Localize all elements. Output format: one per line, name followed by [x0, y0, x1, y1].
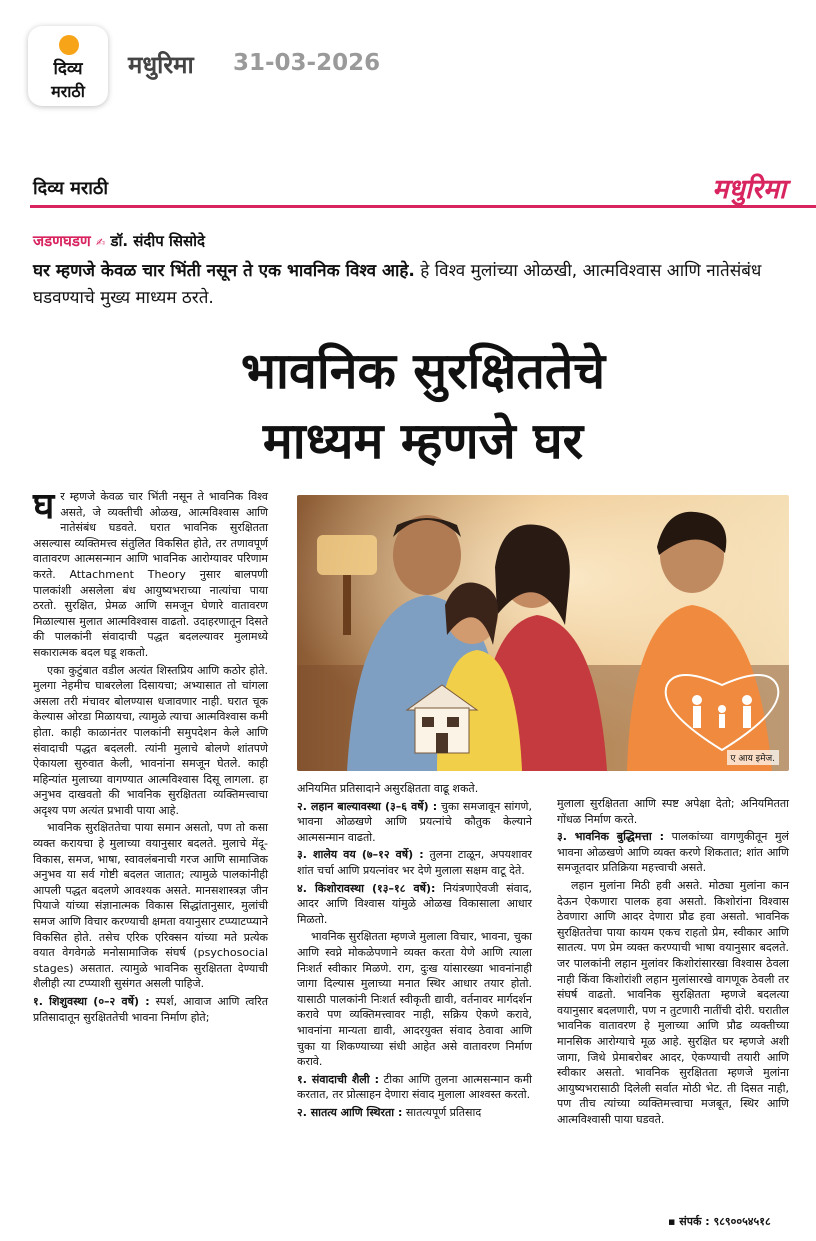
publication-name[interactable]: मधुरिमा	[128, 51, 194, 79]
sun-icon	[59, 35, 79, 55]
intro-rest: हे विश्व मुलांच्या ओळखी, आत्मविश्वास आणि नातेसंबंध घडवण्याचे मुख्य माध्यम ठरते.	[33, 261, 762, 308]
paragraph: एका कुटुंबात वडील अत्यंत शिस्तप्रिय आणि कठोर होते. मुलगा नेहमीच घाबरलेला दिसायचा; अभ्यासात तो चांगला असला तरी मंचावर बोलण्यास धजावणार नाही. घरात चूक केल्यास ओरडा मिळायचा, त्यामुळे त्याचा आत्मविश्वास कमी होता. काही काळानंतर पालकांनी समुपदेशन केले आणि संवादाची पद्धत बदलली. त्यांनी मुलाचे बोलणे शांतपणे ऐकायला सुरुवात केली, भावनांना समजून घेतले. काही महिन्यांत मुलाच्या वागण्यात आत्मविश्वास दिसू लागला. हा अनुभव दाखवतो की भावनिक सुरक्षितता व्यक्तिमत्त्वाचा अदृश्य पण अत्यंत प्रभावी पाया आहे.	[33, 663, 268, 817]
paragraph: लहान मुलांना मिठी हवी असते. मोठ्या मुलांना कान देऊन ऐकणारा पालक हवा असतो. किशोरांना विश्वास ठेवणारा आणि आदर देणारा प्रौढ हवा असतो. भावनिक सुरक्षिततेचा पाया कायम एकच राहतो प्रेम, स्वीकार आणि सातत्य. पण प्रेम व्यक्त करण्याची भाषा वयानुसार बदलते. जर पालकांनी लहान मुलांवर किशोरांसारखा विश्वास ठेवला नाही किंवा किशोरांशी लहान मुलांसारखे वागणूक ठेवली तर संघर्ष वाढतो. भावनिक सुरक्षितता म्हणजे बदलत्या वयानुसार बदलणारी, पण न तुटणारी नातींची दोरी. घरातील भावनिक वातावरण हे मुलाच्या आणि प्रौढ व्यक्तीच्या मानसिक आरोग्याचे मूळ आहे. सुरक्षित घर म्हणजे अशी जागा, जिथे प्रेमाबरोबर आदर, ऐकण्याची तयारी आणि स्वीकार असतो. भावनिक सुरक्षितता म्हणजे मुलांना आयुष्यभरासाठी दिलेली सर्वात मोठी भेट. ती दिसत नाही, पण तीच त्यांच्या व्यक्तिमत्त्वाचा मजबूत, स्थिर आणि आत्मविश्वासी पाया घडवते.	[557, 878, 789, 1126]
headline-line1: भावनिक सुरक्षिततेचे	[240, 341, 606, 400]
quote-icon: ✍	[95, 236, 106, 249]
author-contact: ▪ संपर्क : ९८९००५४५१८	[668, 1215, 771, 1228]
paragraph: ३. भावनिक बुद्धिमत्ता : पालकांच्या वागणुकीतून मुलं भावना ओळखणे आणि व्यक्त करणे शिकतात; शांत आणि समजूतदार प्रतिक्रिया महत्त्वाची असते.	[557, 830, 789, 875]
article-column-3	[557, 796, 789, 1129]
article-column-2	[297, 781, 532, 1122]
newspaper-name: दिव्य मराठी	[33, 178, 108, 199]
section-kicker: जडणघडण	[33, 232, 91, 250]
byline	[33, 231, 205, 251]
edition-date[interactable]: 31-03-2026	[233, 50, 381, 76]
logo-text-line1: दिव्य	[53, 59, 83, 79]
paragraph: २. सातत्य आणि स्थिरता : सातत्यपूर्ण प्रतिसाद	[297, 1105, 482, 1119]
paragraph: ३. शालेय वय (७–१२ वर्षे) : तुलना टाळून, अपयशावर शांत चर्चा आणि प्रयत्नांवर भर देणे मुलाला सक्षम वाटू देते.	[297, 848, 532, 877]
paragraph: भावनिक सुरक्षितता म्हणजे मुलाला विचार, भावना, चुका आणि स्वप्ने मोकळेपणाने व्यक्त करता येणे आणि त्याला निःशर्त स्वीकार मिळणे. राग, दुःख यांसारख्या भावनांनाही जागा दिल्यास मुलाच्या मनात स्थिर आधार तयार होतो. यासाठी पालकांनी निःशर्त स्वीकृती द्यावी, वर्तनावर मार्गदर्शन करावे पण व्यक्तिमत्त्वावर नाही, सक्रिय ऐकणे करावे, भावनांना मान्यता द्यावी, आदरयुक्त संवाद ठेवावा आणि चुका या शिकण्याच्या संधी आहेत असे वातावरण निर्माण करावे.	[297, 930, 532, 1069]
headline-line2: माध्यम म्हणजे घर	[262, 411, 584, 470]
family-photo	[297, 495, 789, 771]
supplement-name: मधुरिमा	[712, 174, 786, 205]
paragraph: मुलाला सुरक्षितता आणि स्पष्ट अपेक्षा देतो; अनियमितता गोंधळ निर्माण करते.	[557, 797, 789, 826]
paragraph: भावनिक सुरक्षिततेचा पाया समान असतो, पण तो कसा व्यक्त करायचा हे मुलाच्या वयानुसार बदलते. मुलाचे मेंदू-विकास, समज, भाषा, स्वावलंबनाची गरज आणि सामाजिक अनुभव या सर्व गोष्टी बदलत जातात; त्यामुळे पालकांनीही आपली पद्धत बदलणे आवश्यक असते. मानसशास्त्रज्ञ जीन पियाजे यांच्या संज्ञानात्मक विकास सिद्धांतानुसार, मुलांची समज आणि विचार करण्याची क्षमता वयानुसार टप्प्याटप्प्याने विकसित होते. तसेच एरिक एरिक्सन यांच्या मते प्रत्येक वयात वेगवेगळे मनोसामाजिक संघर्ष (psychosocial stages) असतात. त्यामुळे भावनिक सुरक्षितता देण्याची शैलीही त्या टप्प्याशी सुसंगत असली पाहिजे.	[33, 821, 268, 991]
family-illustration	[297, 495, 789, 771]
logo-text-line2: मराठी	[51, 82, 85, 101]
paragraph: १. शिशुवस्था (०–२ वर्षे) : स्पर्श, आवाज आणि त्वरित प्रतिसादातून सुरक्षिततेची भावना निर्माण होते;	[33, 995, 268, 1024]
author-name: डॉ. संदीप सिसोदे	[110, 232, 206, 250]
article-headline	[30, 336, 816, 476]
app-header	[0, 0, 816, 140]
paragraph: ४. किशोरावस्था (१३–१८ वर्षे): नियंत्रणाऐवजी संवाद, आदर आणि विश्वास यांमुळे ओळख विकासाला आधार मिळतो.	[297, 881, 532, 926]
masthead-divider	[30, 205, 816, 208]
paragraph: १. संवादाची शैली : टीका आणि तुलना आत्मसन्मान कमी करतात, तर प्रोत्साहन देणारा संवाद मुलाला आश्वस्त करतो.	[297, 1072, 533, 1102]
drop-cap: घ	[33, 486, 55, 527]
paragraph: घर म्हणजे केवळ चार भिंती नसून ते भावनिक विश्व असते, जे व्यक्तीची ओळख, आत्मविश्वास आणि नातेसंबंध घडवते. घरात भावनिक सुरक्षितता असल्यास व्यक्तिमत्त्व संतुलित विकसित होते, तर तणावपूर्ण वातावरण आत्मसन्मान आणि भावनिक आरोग्यावर परिणाम करते. Attachment Theory नुसार बालपणी पालकांशी असलेला बंध आयुष्यभराच्या नात्यांचा पाया ठरतो. सुरक्षित, प्रेमळ आणि समजून घेणारे वातावरण मिळाल्यास मुलात आत्मविश्वास वाढतो. उदाहरणातून दिसते की पालकांनी संवादाची पद्धत बदलल्यावर मुलामध्ये सकारात्मक बदल घडू शकतो.	[33, 486, 268, 659]
divya-marathi-logo[interactable]	[28, 26, 108, 106]
article-intro	[33, 258, 783, 312]
paragraph: अनियमित प्रतिसादाने असुरक्षितता वाढू शकते.	[297, 782, 479, 795]
paragraph: २. लहान बाल्यावस्था (३–६ वर्षे) : चुका समजावून सांगणे, भावना ओळखणे आणि प्रयत्नांचे कौतुक केल्याने आत्मसन्मान वाढतो.	[297, 799, 532, 844]
photo-credit: ए आय इमेज.	[727, 750, 779, 765]
intro-lead: घर म्हणजे केवळ चार भिंती नसून ते एक भावनिक विश्व आहे.	[33, 261, 415, 281]
article-column-1	[33, 486, 268, 1027]
